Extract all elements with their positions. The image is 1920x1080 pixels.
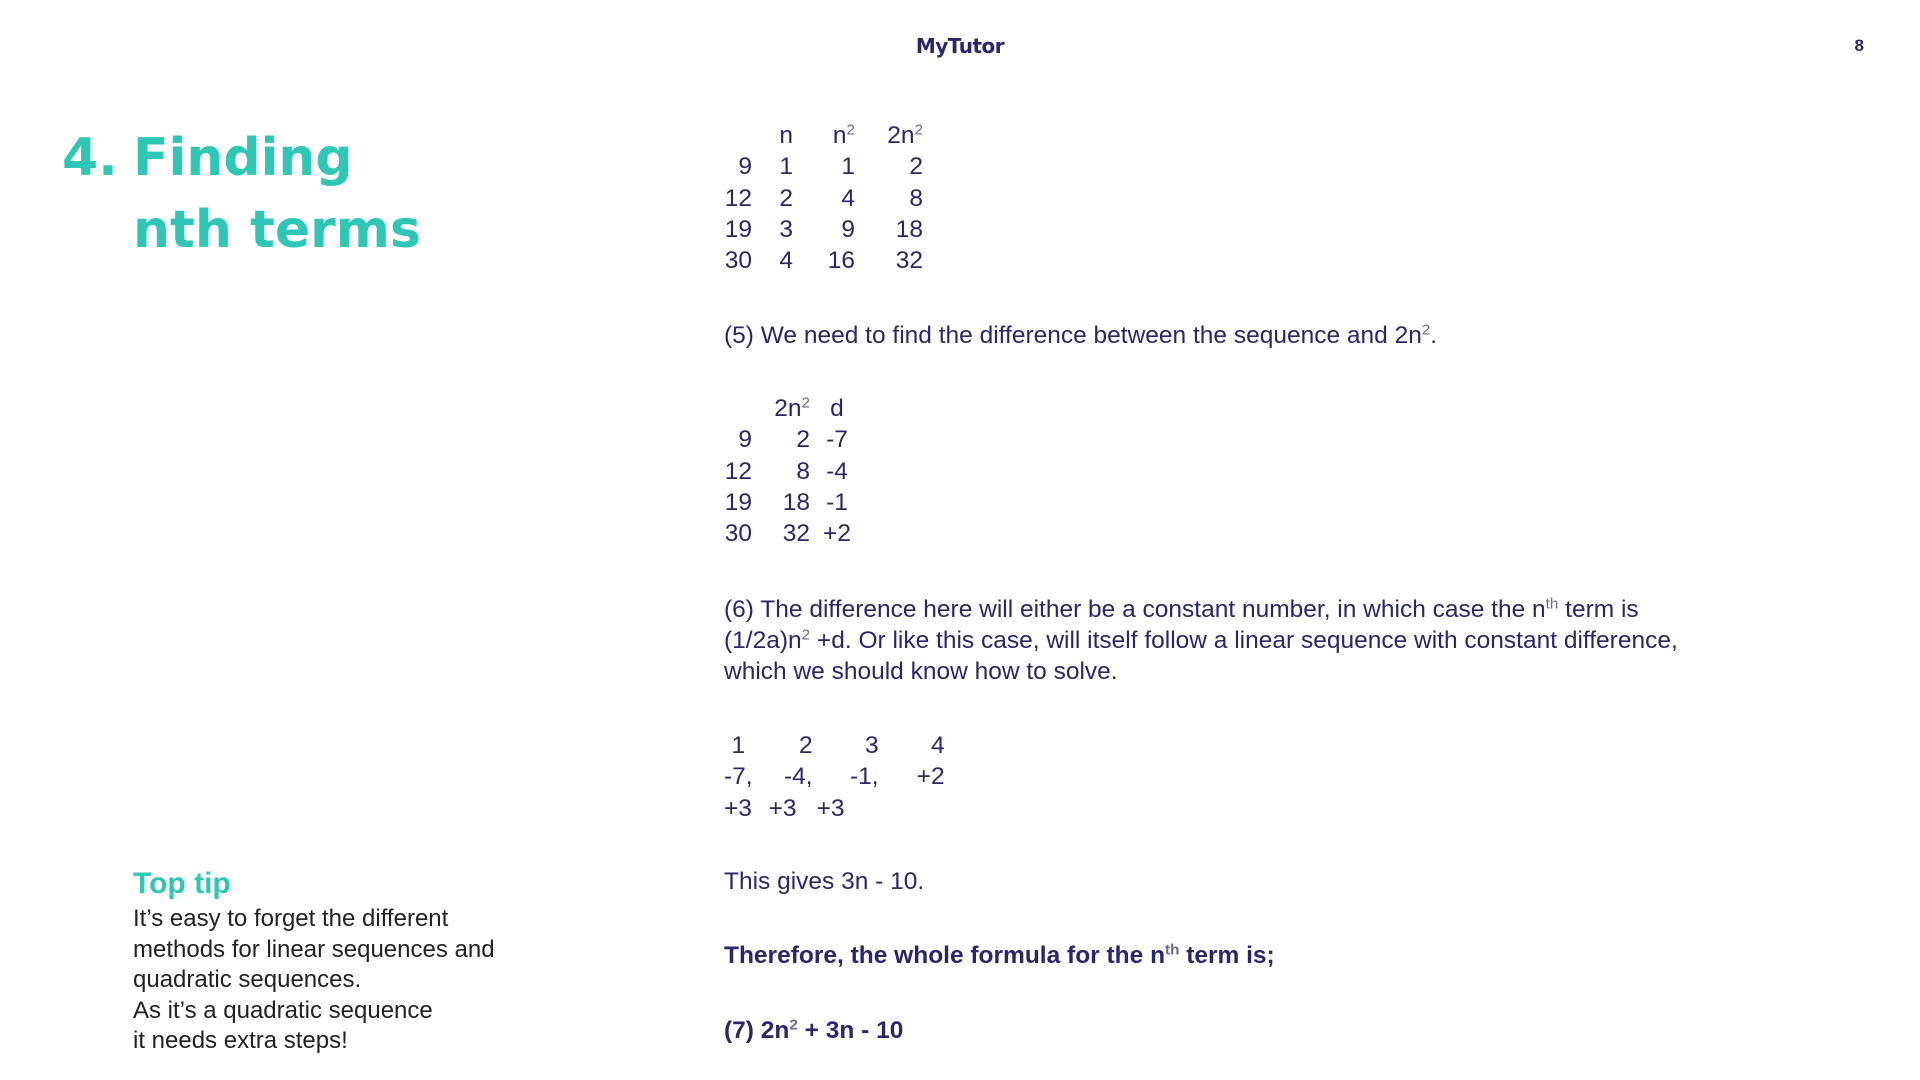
- table-row: [724, 151, 923, 182]
- table-cell: +3: [724, 794, 752, 822]
- table-cell: 18: [895, 215, 923, 243]
- difference-table: [724, 393, 864, 549]
- table-cell: [879, 793, 945, 824]
- formula-end: + 3n - 10: [797, 1017, 904, 1044]
- page-number: 8: [1854, 36, 1864, 55]
- table-cell: 1: [841, 153, 855, 181]
- table-cell: 30: [724, 247, 752, 275]
- superscript: 2: [789, 1016, 798, 1034]
- table-row: [724, 761, 945, 792]
- table-row: [724, 518, 864, 549]
- table-cell: -7,: [724, 763, 753, 791]
- header-d: d: [830, 395, 844, 422]
- table-cell: 18: [782, 488, 810, 516]
- tip-line: As it’s a quadratic sequence: [133, 996, 433, 1024]
- header-n: n: [779, 122, 793, 149]
- header-2n-squared: $2n^2$: [887, 121, 923, 149]
- header-n-squared: $n^2$: [832, 121, 855, 149]
- table-cell: 3: [864, 732, 879, 759]
- table-cell: +3: [768, 794, 797, 822]
- table-cell: 32: [782, 520, 810, 548]
- table-cell: 3: [779, 215, 793, 243]
- superscript: th: [1165, 941, 1180, 959]
- therefore-main: Therefore, the whole formula for the n: [724, 942, 1166, 969]
- table-cell: -4,: [784, 763, 813, 791]
- table-cell: 2: [909, 153, 923, 181]
- table-cell: 9: [738, 426, 752, 454]
- table-cell: 19: [724, 215, 752, 243]
- table-cell: 12: [724, 184, 752, 212]
- table-cell: 19: [724, 488, 752, 516]
- table-cell: 4: [779, 247, 793, 275]
- step-6-part: term is: [1558, 596, 1639, 623]
- table-row: [724, 183, 923, 214]
- table-row: [724, 245, 923, 276]
- table-cell: -4: [826, 457, 848, 485]
- step-6-text: [724, 594, 1854, 687]
- table-cell: 4: [841, 184, 855, 212]
- step-5-text: [724, 320, 1854, 351]
- step-5-main: (5) We need to find the difference between the sequence and 2n: [724, 322, 1422, 349]
- table-cell: 1: [779, 153, 793, 181]
- table-cell: 4: [930, 732, 945, 759]
- step-6-line: [724, 625, 1854, 656]
- table-header-row: [724, 120, 923, 151]
- final-formula: [724, 1015, 1854, 1046]
- table-cell: 2: [779, 184, 793, 212]
- table-cell: 9: [841, 215, 855, 243]
- step-6-part: (6) The difference here will either be a constant number, in which case the n: [724, 596, 1546, 623]
- tip-line: quadratic sequences.: [133, 966, 362, 993]
- table-cell: 32: [895, 247, 923, 275]
- sequence-table: [724, 120, 923, 276]
- table-cell: 12: [724, 457, 752, 485]
- therefore-text: [724, 940, 1854, 971]
- table-cell: +2: [823, 520, 851, 548]
- table-cell: 2: [798, 732, 813, 759]
- tip-line: It’s easy to forget the different: [133, 905, 449, 932]
- table-row: [724, 424, 864, 455]
- table-row: [724, 730, 945, 761]
- table-cell: 30: [724, 520, 752, 548]
- step-6-part: (1/2a)n: [724, 627, 802, 654]
- title-line-2: nth terms: [133, 200, 421, 260]
- table-cell: 8: [796, 457, 810, 485]
- step-5-end: .: [1430, 322, 1438, 349]
- step-6-line: which we should know how to solve.: [724, 658, 1118, 685]
- header-2n-squared: $2n^2$: [774, 394, 810, 422]
- top-tip: [133, 866, 553, 1057]
- table-row: [724, 793, 945, 824]
- table-row: [724, 487, 864, 518]
- table-cell: 1: [731, 732, 746, 759]
- table-cell: -1: [826, 488, 848, 516]
- therefore-end: term is;: [1179, 942, 1275, 969]
- table-cell: -7: [826, 426, 848, 454]
- table-row: [724, 456, 864, 487]
- tip-line: methods for linear sequences and: [133, 935, 495, 963]
- step-6-part: +d. Or like this case, will itself follow a linear sequence with constant difference,: [810, 627, 1678, 654]
- table-cell: 9: [738, 153, 752, 181]
- formula-main: (7) 2n: [724, 1017, 790, 1044]
- linear-sequence-table: [724, 730, 945, 824]
- title-line-1: Finding: [133, 128, 353, 188]
- step-6-line: [724, 594, 1854, 625]
- section-number: 4.: [62, 128, 118, 188]
- gives-text: This gives 3n - 10.: [724, 868, 925, 895]
- table-row: [724, 214, 923, 245]
- superscript: 2: [801, 626, 811, 644]
- table-cell: 2: [796, 426, 810, 454]
- superscript: th: [1545, 595, 1559, 613]
- brand-logo: MyTutor: [915, 34, 1005, 58]
- top-tip-heading: Top tip: [133, 867, 231, 900]
- table-cell: +2: [916, 763, 945, 791]
- table-cell: 16: [827, 247, 855, 275]
- table-cell: 8: [909, 184, 923, 212]
- superscript: 2: [1421, 321, 1431, 339]
- table-cell: -1,: [850, 763, 879, 791]
- table-cell: +3: [816, 794, 845, 822]
- table-header-row: [724, 393, 864, 424]
- tip-line: it needs extra steps!: [133, 1027, 348, 1054]
